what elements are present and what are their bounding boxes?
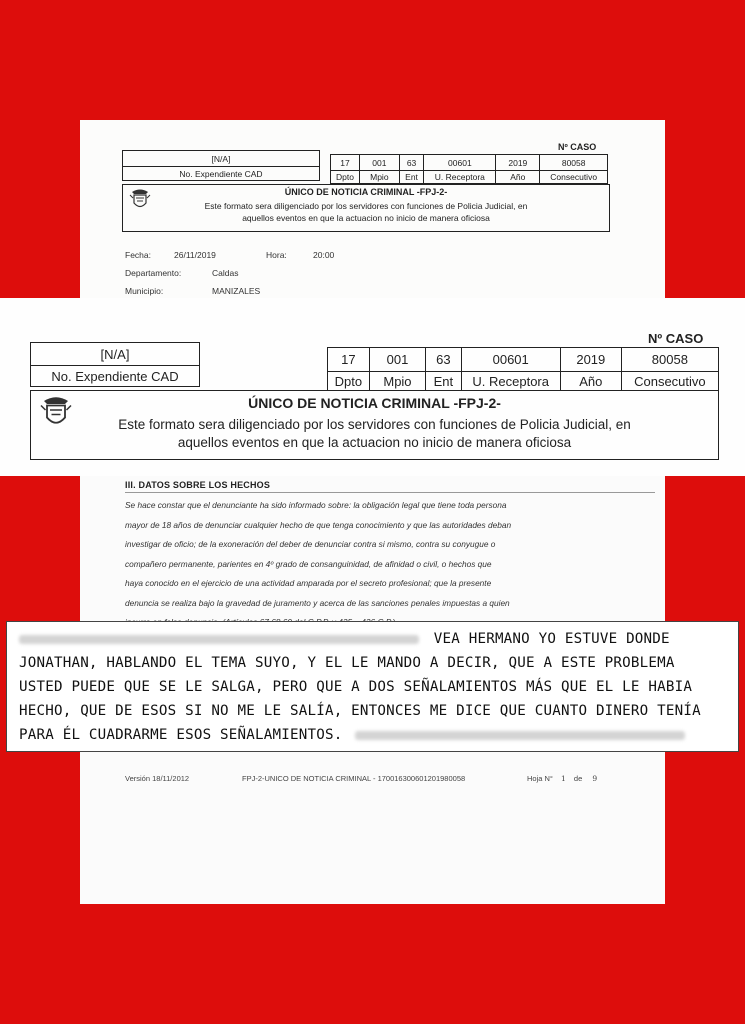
expediente-value: [N/A] [123,151,320,167]
zoom-expediente-label: No. Expendiente CAD [31,366,200,387]
code-consecutivo: 80058 [540,155,608,171]
hora-field [266,250,335,260]
zoom-form-description-2: aquellos eventos en que la actuacion no inicio de manera oficiosa [177,435,572,450]
zoom-expediente-table [30,342,200,387]
zoom-expediente-value: [N/A] [31,343,200,366]
document-header-sheet [80,120,665,298]
code-unidad: 00601 [424,155,496,171]
zoom-code-anio: 2019 [560,348,621,372]
code-anio: 2019 [496,155,540,171]
section-title: III. DATOS SOBRE LOS HECHOS [125,480,271,490]
legal-line: investigar de oficio; de la exoneración del deber de denunciar contra si mismo, contra su conyugue o [125,539,496,549]
transcript-line-5 [19,727,685,743]
departamento-value: Caldas [212,268,239,278]
legal-line: Se hace constar que el denunciante ha sido informado sobre: la obligación legal que tiene toda persona [125,500,507,510]
transcript-line-4: HECHO, QUE DE ESOS SI NO ME LE SALÍA, ENTONCES ME DICE QUE CUANTO DINERO TENÍA [19,703,701,719]
fecha-value: 26/11/2019 [174,250,216,260]
fecha-label: Fecha: [125,250,151,260]
zoom-form-description-1: Este formato sera diligenciado por los servidores con funciones de Policia Judicial, en [118,417,631,432]
hoja-label: Hoja N° [527,774,553,783]
label-unidad: U. Receptora [424,171,496,184]
redacted-text [19,635,419,644]
zoom-code-mpio: 001 [369,348,426,372]
label-ent: Ent [399,171,424,184]
transcript-line-2: JONATHAN, HABLANDO EL TEMA SUYO, Y EL LE MANDO A DECIR, QUE A ESTE PROBLEMA [19,655,675,671]
expediente-label: No. Expendiente CAD [123,167,320,181]
redacted-text [355,731,685,740]
expediente-table [122,150,320,181]
form-title-box [122,184,610,232]
form-description-1: Este formato sera diligenciado por los servidores con funciones de Policia Judicial, en [204,201,528,211]
zoom-code-ent: 63 [426,348,461,372]
legal-line: haya conocido en el ejercicio de una actividad amparada por el secreto profesional; que la presente [125,578,492,588]
departamento-field [125,268,239,278]
municipio-value: MANIZALES [212,286,261,296]
transcript-line-3: USTED PUEDE QUE SE LE SALGA, PERO QUE A DOS SEÑALAMIENTOS MÁS QUE EL LE HABIA [19,679,693,695]
section-divider [125,492,655,493]
code-ent: 63 [399,155,424,171]
zoom-form-title-box [30,390,719,460]
hora-label: Hora: [266,250,287,260]
zoom-case-codes-table [327,347,719,391]
municipio-field [125,286,261,296]
hora-value: 20:00 [313,250,335,260]
transcript-line-5-text: PARA ÉL CUADRARME ESOS SEÑALAMIENTOS. [19,727,343,743]
de-label: de [573,774,583,783]
code-dpto: 17 [331,155,360,171]
legal-notice [125,496,625,633]
departamento-label: Departamento: [125,268,182,278]
legal-line: denuncia se realiza bajo la gravedad de juramento y acerca de las sanciones penales impuestas a quien [125,597,510,608]
zoom-label-ent: Ent [426,372,461,391]
zoom-form-title: ÚNICO DE NOTICIA CRIMINAL -FPJ-2- [248,395,501,411]
legal-line: compañero permanente, parientes en 4º grado de consanguinidad, de afinidad o civil, o hechos que [125,558,492,569]
zoom-caso-label: Nº CASO [648,331,704,346]
zoom-label-consecutivo: Consecutivo [621,372,718,391]
municipio-label: Municipio: [125,286,164,296]
form-title: ÚNICO DE NOTICIA CRIMINAL -FPJ-2- [284,187,448,197]
code-mpio: 001 [359,155,399,171]
zoom-label-mpio: Mpio [369,372,426,391]
zoom-code-consecutivo: 80058 [621,348,718,372]
label-consecutivo: Consecutivo [540,171,608,184]
caso-label: Nº CASO [558,142,597,152]
label-mpio: Mpio [359,171,399,184]
footer-version: Versión 18/11/2012 [125,774,190,783]
total-pages: 9 [592,774,598,783]
zoom-code-unidad: 00601 [461,348,560,372]
form-description-2: aquellos eventos en que la actuacion no inicio de manera oficiosa [242,213,490,223]
transcript-line-1-text: VEA HERMANO YO ESTUVE DONDE [433,631,670,647]
transcript-excerpt-box [6,621,739,752]
zoom-label-dpto: Dpto [328,372,370,391]
fecha-field [125,250,216,260]
hoja-value: 1 [561,774,566,783]
zoom-label-unidad: U. Receptora [461,372,560,391]
zoomed-header-sheet [0,298,745,476]
footer-form-ref: FPJ-2-UNICO DE NOTICIA CRIMINAL - 170016300601201980058 [242,774,466,783]
case-codes-table [330,154,608,184]
footer-page-info [527,774,597,783]
zoom-code-dpto: 17 [328,348,370,372]
legal-line: mayor de 18 años de denunciar cualquier hecho de que tenga conocimiento y que las autoridades deban [125,519,512,530]
transcript-line-1 [19,631,670,647]
zoom-label-anio: Año [560,372,621,391]
label-anio: Año [496,171,540,184]
label-dpto: Dpto [331,171,360,184]
